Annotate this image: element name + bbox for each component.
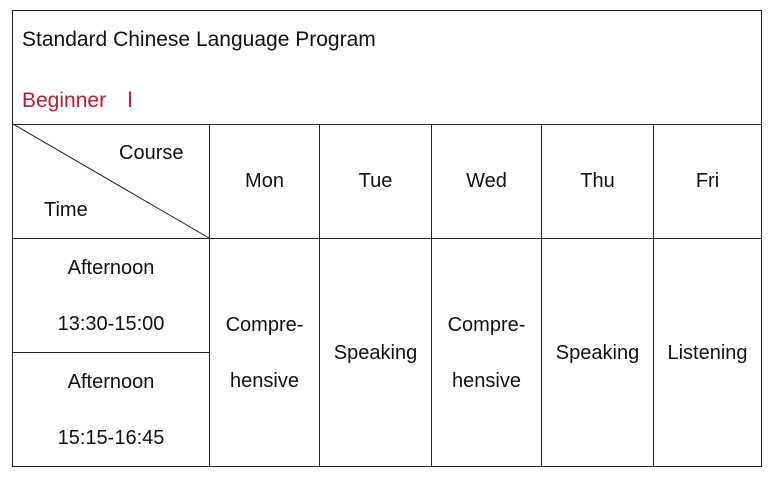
course-cell-fri: Listening xyxy=(667,341,748,364)
course-cell-wed xyxy=(432,239,541,467)
course-name-line1: Compre- xyxy=(225,314,304,336)
corner-course-label: Course xyxy=(119,142,184,164)
course-cell-thu: Speaking xyxy=(555,341,640,364)
day-header-wed: Wed xyxy=(466,170,507,192)
course-name-line2: hensive xyxy=(452,370,521,392)
time-slot-range: 13:30-15:00 xyxy=(57,312,165,335)
course-name-line1: Compre- xyxy=(447,314,526,336)
time-slot-label: Afternoon xyxy=(67,371,155,393)
course-cell-mon xyxy=(210,239,319,467)
day-header-fri: Fri xyxy=(695,170,720,192)
day-header-tue: Tue xyxy=(358,170,393,192)
time-slot-2 xyxy=(13,353,209,467)
time-slot-label: Afternoon xyxy=(67,256,155,279)
level-label: Beginner Ⅰ xyxy=(22,89,134,112)
time-slot-1 xyxy=(13,239,209,352)
schedule-sheet xyxy=(12,10,762,467)
program-title: Standard Chinese Language Program xyxy=(22,28,376,51)
day-header-thu: Thu xyxy=(580,170,615,192)
time-slot-range: 15:15-16:45 xyxy=(57,427,165,449)
course-name-line2: hensive xyxy=(230,370,299,392)
corner-time-label: Time xyxy=(44,199,88,221)
course-cell-tue: Speaking xyxy=(333,341,418,364)
day-header-mon: Mon xyxy=(245,170,284,192)
